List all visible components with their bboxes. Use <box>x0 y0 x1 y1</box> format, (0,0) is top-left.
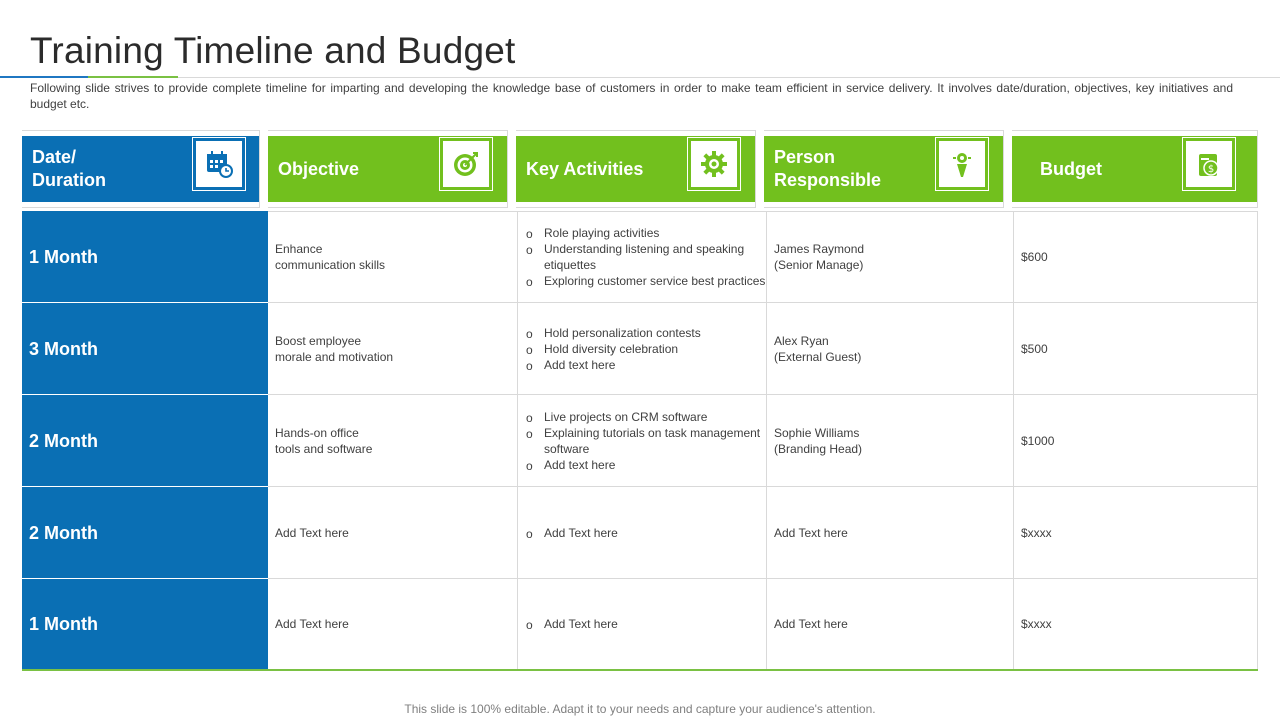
table-row <box>22 579 1258 670</box>
title-underline-blue <box>0 76 88 78</box>
table-cell-duration <box>22 211 268 303</box>
table-cell-budget <box>1014 211 1258 303</box>
table-cell-duration <box>22 579 268 670</box>
table-bottom-rule <box>22 669 1258 671</box>
activity-item: o Add text here <box>526 357 701 373</box>
objective-text: Add Text here <box>275 617 349 631</box>
table-cell-budget <box>1014 487 1258 579</box>
header-label: Person Responsible <box>774 147 882 190</box>
activity-item: o Exploring customer service best practices <box>526 273 766 289</box>
person-text: Add Text here <box>774 617 848 631</box>
budget-text: $600 <box>1021 249 1048 264</box>
header-label: Key Activities <box>526 158 644 179</box>
person-text: Sophie Williams (Branding Head) <box>774 425 863 456</box>
duration-label: 1 Month <box>29 246 98 267</box>
budget-text: $xxxx <box>1021 617 1052 631</box>
target-icon <box>439 137 493 191</box>
header-cell-objective <box>268 130 508 208</box>
header-label: Objective <box>278 158 360 179</box>
objective-text: Boost employee morale and motivation <box>275 333 394 364</box>
activities-list <box>518 225 766 289</box>
title-underline-gray <box>178 77 1280 78</box>
activity-item: o Hold diversity celebration <box>526 341 701 357</box>
person-icon <box>935 137 989 191</box>
page-subtitle: Following slide strives to provide complete timeline for imparting and developing the knowledge base of customers in order to make team efficient in service delivery. It involves date/duration, objectives, key initiatives and budget etc. <box>30 81 1233 111</box>
gears-icon <box>687 137 741 191</box>
activity-item: o Explaining tutorials on task management software <box>526 425 766 457</box>
table-row <box>22 211 1258 303</box>
person-text: Alex Ryan (External Guest) <box>774 333 862 364</box>
table-cell-duration <box>22 395 268 487</box>
header-label: Date/ Duration <box>32 147 106 190</box>
activity-item: o Add text here <box>526 457 766 473</box>
header-cell-activities <box>516 130 756 208</box>
footer-note: This slide is 100% editable. Adapt it to your needs and capture your audience's attention. <box>404 702 876 716</box>
objective-text: Hands-on office tools and software <box>275 425 373 456</box>
svg-text:$: $ <box>1207 164 1215 175</box>
page-title: Training Timeline and Budget <box>30 30 516 71</box>
table-row <box>22 487 1258 579</box>
table-cell-objective <box>268 303 518 395</box>
table-cell-person <box>767 395 1014 487</box>
budget-text: $500 <box>1021 341 1048 356</box>
person-text: Add Text here <box>774 525 848 540</box>
table-cell-person <box>767 303 1014 395</box>
header-cell-duration <box>22 130 260 208</box>
activities-list <box>518 525 618 541</box>
timeline-table <box>22 211 1258 670</box>
table-cell-person <box>767 211 1014 303</box>
objective-text: Add Text here <box>275 525 349 540</box>
activities-list <box>518 409 766 473</box>
activity-item: o Role playing activities <box>526 225 766 241</box>
table-cell-budget <box>1014 395 1258 487</box>
budget-text: $xxxx <box>1021 525 1052 540</box>
person-text: James Raymond (Senior Manage) <box>774 241 865 272</box>
activities-list <box>518 325 701 373</box>
table-row <box>22 303 1258 395</box>
activities-list <box>518 616 618 632</box>
activity-item: o Live projects on CRM software <box>526 409 766 425</box>
duration-label: 1 Month <box>29 614 98 634</box>
table-cell-person <box>767 487 1014 579</box>
activity-item: o Add Text here <box>526 616 618 632</box>
table-cell-objective <box>268 211 518 303</box>
budget-text: $1000 <box>1021 433 1055 448</box>
duration-label: 2 Month <box>29 522 98 543</box>
table-cell-duration <box>22 487 268 579</box>
table-cell-activities <box>518 211 767 303</box>
duration-label: 2 Month <box>29 430 98 451</box>
title-underline-green <box>88 76 178 78</box>
table-cell-activities <box>518 579 767 670</box>
table-cell-activities <box>518 303 767 395</box>
objective-text: Enhance communication skills <box>275 241 386 272</box>
table-cell-activities <box>518 487 767 579</box>
header-cell-budget <box>1012 130 1258 208</box>
table-header-row <box>0 130 1280 208</box>
header-cell-person <box>764 130 1004 208</box>
table-row <box>22 395 1258 487</box>
table-cell-objective <box>268 487 518 579</box>
table-cell-objective <box>268 395 518 487</box>
calendar-clock-icon <box>192 137 246 191</box>
activity-item: o Add Text here <box>526 525 618 541</box>
activity-item: o Hold personalization contests <box>526 325 701 341</box>
money-icon <box>1182 137 1236 191</box>
table-cell-objective <box>268 579 518 670</box>
duration-label: 3 Month <box>29 338 98 359</box>
table-cell-budget <box>1014 579 1258 670</box>
table-cell-duration <box>22 303 268 395</box>
activity-item: o Understanding listening and speaking etiquettes <box>526 241 766 273</box>
table-cell-person <box>767 579 1014 670</box>
table-cell-budget <box>1014 303 1258 395</box>
table-cell-activities <box>518 395 767 487</box>
header-label: Budget <box>1040 158 1102 179</box>
